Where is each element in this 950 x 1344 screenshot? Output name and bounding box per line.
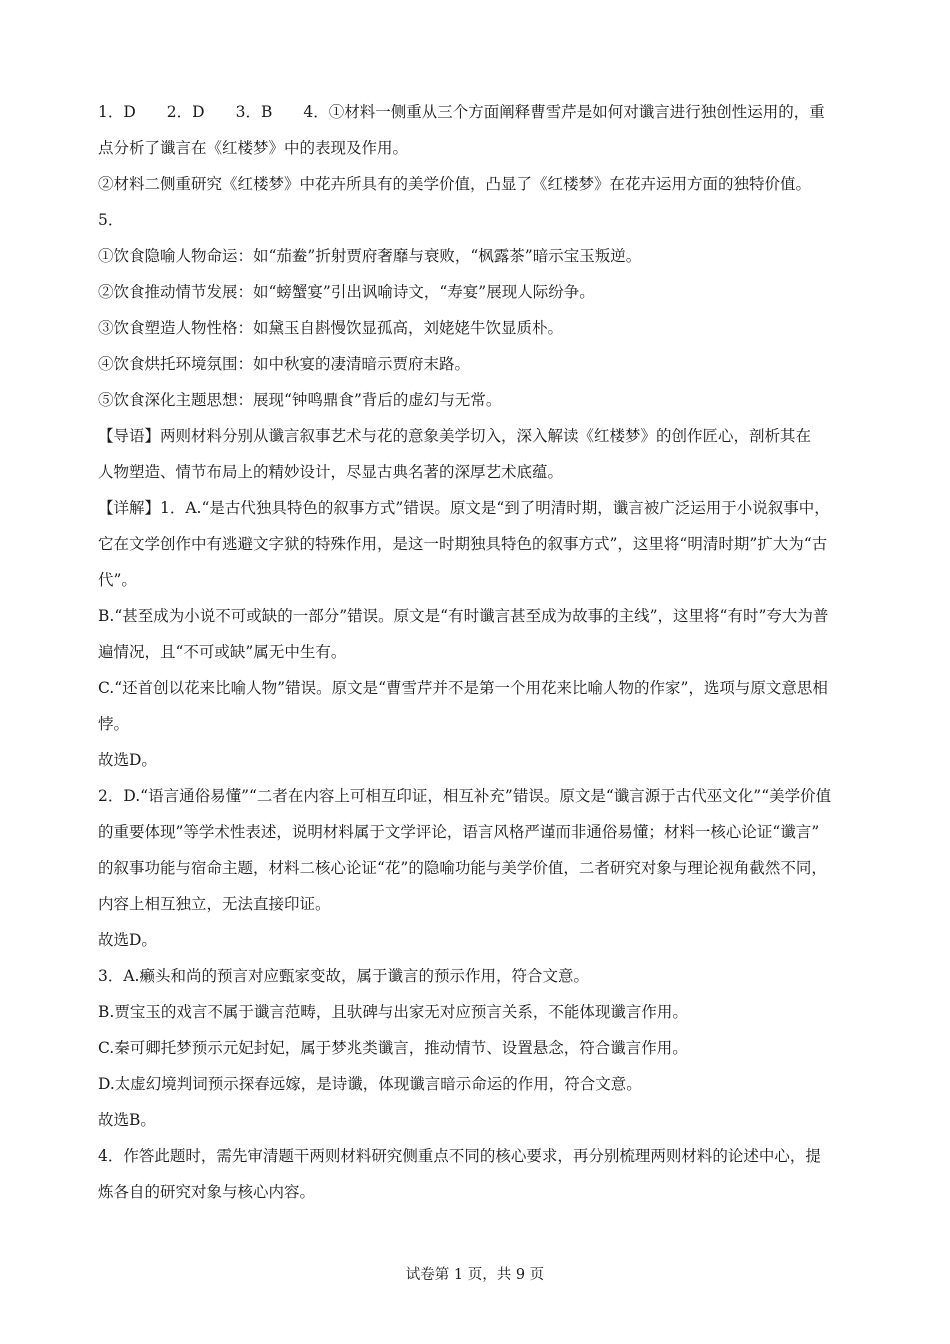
text-line: C.秦可卿托梦预示元妃封妃，属于梦兆类谶言，推动情节、设置悬念，符合谶言作用。 bbox=[98, 1039, 688, 1057]
text-line: 它在文学创作中有逃避文字狱的特殊作用，是这一时期独具特色的叙事方式”，这里将“明清时期”扩大为“古 bbox=[98, 535, 828, 553]
text-line: 的叙事功能与宿命主题，材料二核心论证“花”的隐喻功能与美学价值，二者研究对象与理论视角截然不同， bbox=[98, 859, 827, 877]
text-line: 3．A.癞头和尚的预言对应甄家变故，属于谶言的预示作用，符合文意。 bbox=[98, 967, 589, 985]
text-line: B.“甚至成为小说不可或缺的一部分”错误。原文是“有时谶言甚至成为故事的主线”，这里将“有时”夸大为普 bbox=[98, 607, 829, 625]
text-line: 1．D 2．D 3．B 4．①材料一侧重从三个方面阐释曹雪芹是如何对谶言进行独创性运用的，重 bbox=[98, 103, 825, 121]
text-line: 【详解】1．A.“是古代独具特色的叙事方式”错误。原文是“到了明清时期，谶言被广泛运用于小说叙事中， bbox=[98, 499, 830, 517]
text-line: 点分析了谶言在《红楼梦》中的表现及作用。 bbox=[98, 139, 409, 157]
text-line: 遍情况，且“不可或缺”属无中生有。 bbox=[98, 643, 347, 661]
answer-content bbox=[98, 94, 868, 1210]
text-line: 悖。 bbox=[98, 715, 130, 733]
text-line: ④饮食烘托环境氛围：如中秋宴的凄清暗示贾府末路。 bbox=[98, 355, 471, 373]
text-line: 人物塑造、情节布局上的精妙设计，尽显古典名著的深厚艺术底蕴。 bbox=[98, 463, 564, 481]
text-line: C.“还首创以花来比喻人物”错误。原文是“曹雪芹并不是第一个用花来比喻人物的作家”，选项与原文意思相 bbox=[98, 679, 828, 697]
text-line: 的重要体现”等学术性表述，说明材料属于文学评论，语言风格严谨而非通俗易懂；材料一核心论证“谶言” bbox=[98, 823, 820, 841]
text-line: B.贾宝玉的戏言不属于谶言范畴，且驮碑与出家无对应预言关系，不能体现谶言作用。 bbox=[98, 1003, 688, 1021]
text-line: 5． bbox=[98, 211, 124, 229]
text-line: 故选D。 bbox=[98, 751, 157, 769]
text-line: ⑤饮食深化主题思想：展现“钟鸣鼎食”背后的虚幻与无常。 bbox=[98, 391, 502, 409]
text-line: 4．作答此题时，需先审清题干两则材料研究侧重点不同的核心要求，再分别梳理两则材料的论述中心，提 bbox=[98, 1147, 821, 1165]
text-line: ①饮食隐喻人物命运：如“茄鲞”折射贾府奢靡与衰败，“枫露茶”暗示宝玉叛逆。 bbox=[98, 247, 642, 265]
text-line: ③饮食塑造人物性格：如黛玉自斟慢饮显孤高，刘姥姥牛饮显质朴。 bbox=[98, 319, 564, 337]
text-line: 炼各自的研究对象与核心内容。 bbox=[98, 1183, 316, 1201]
text-line: 【导语】两则材料分别从谶言叙事艺术与花的意象美学切入，深入解读《红楼梦》的创作匠心，剖析其在 bbox=[98, 427, 812, 445]
text-line: ②饮食推动情节发展：如“螃蟹宴”引出讽喻诗文，“寿宴”展现人际纷争。 bbox=[98, 283, 595, 301]
text-line: ②材料二侧重研究《红楼梦》中花卉所具有的美学价值，凸显了《红楼梦》在花卉运用方面的独特价值。 bbox=[98, 175, 812, 193]
text-line: 内容上相互独立，无法直接印证。 bbox=[98, 895, 331, 913]
text-line: 故选B。 bbox=[98, 1111, 156, 1129]
text-line: 故选D。 bbox=[98, 931, 157, 949]
text-line: 2．D.“语言通俗易懂”“二者在内容上可相互印证，相互补充”错误。原文是“谶言源于古代巫文化”“美学价值 bbox=[98, 787, 832, 805]
text-line: D.太虚幻境判词预示探春远嫁，是诗谶，体现谶言暗示命运的作用，符合文意。 bbox=[98, 1075, 642, 1093]
text-line: 代”。 bbox=[98, 571, 137, 589]
page-footer: 试卷第 1 页，共 9 页 bbox=[405, 1267, 545, 1283]
